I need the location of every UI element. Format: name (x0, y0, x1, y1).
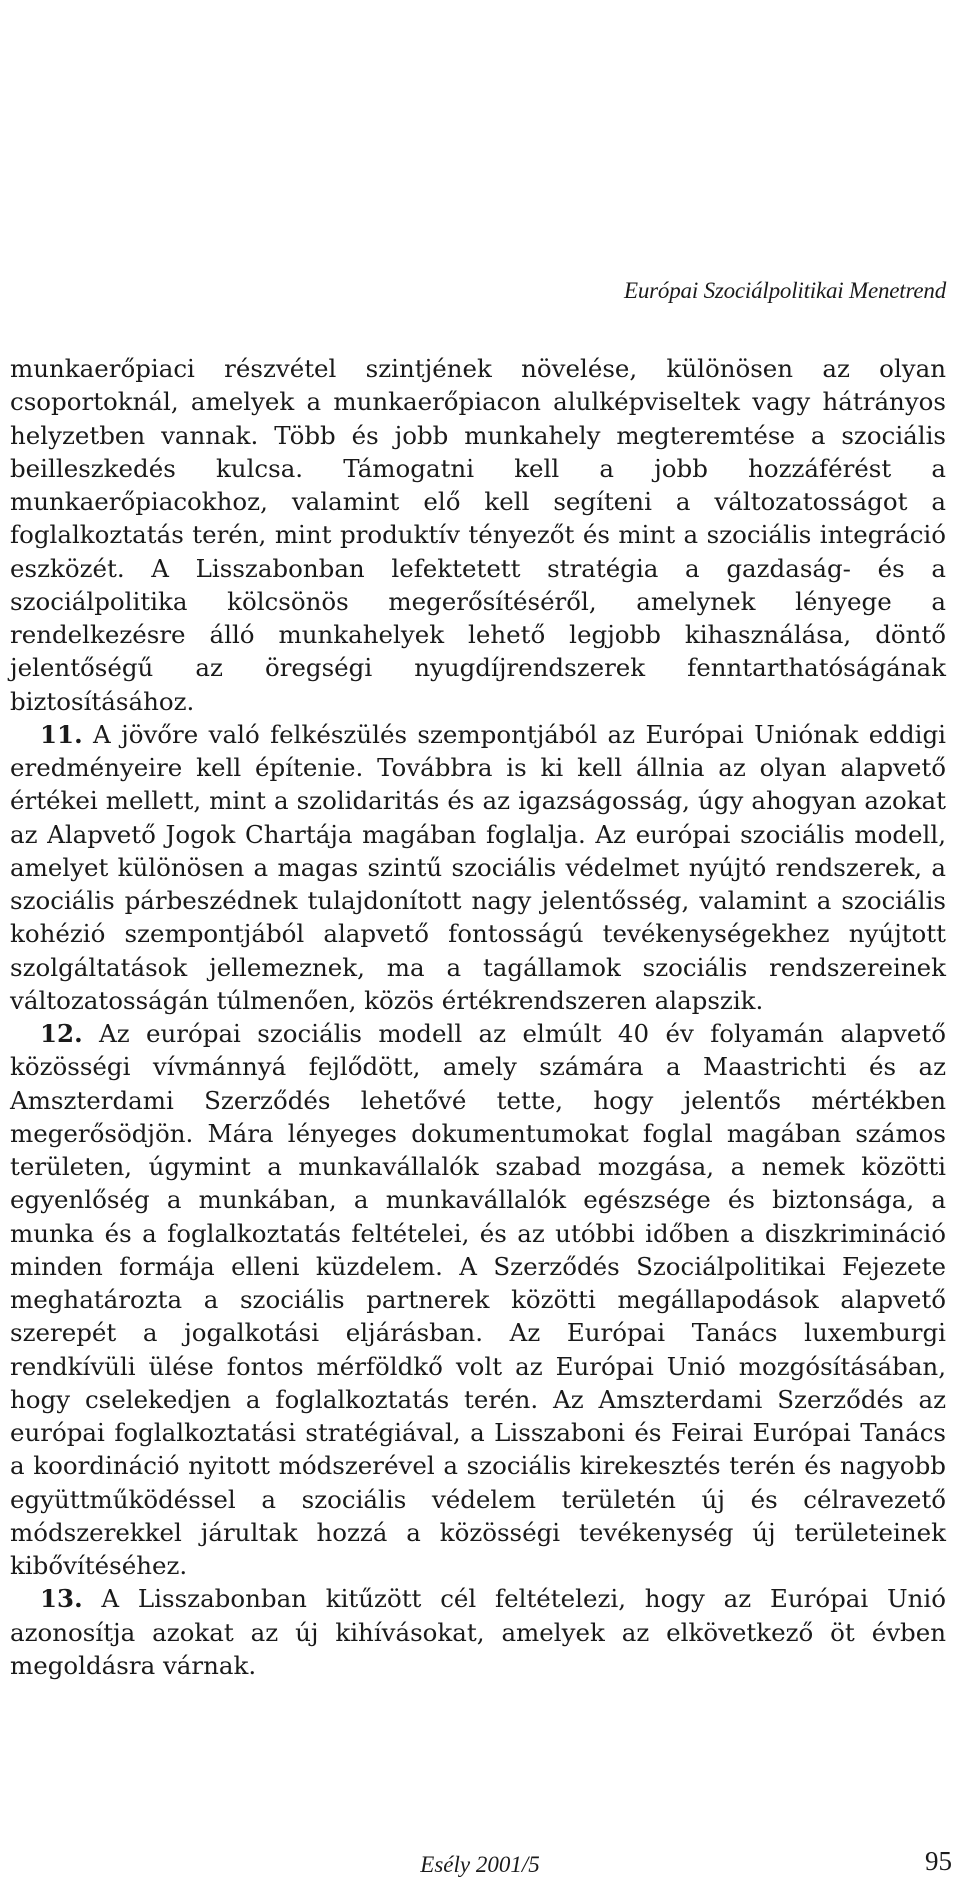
paragraph-text: Az európai szociális modell az elmúlt 40 év folyamán alapvető közösségi vívmánnyá fejlődött, amely számára a Maastrichti és az Amszterdami Szerződés lehetővé tette, hogy jelentős mértékben megerősödjön. Mára lényeges dokumentumokat foglal magában számos területen, úgymint a munkavállalók szabad mozgása, a nemek közötti egyenlőség a munkában, a munkavállalók egészsége és biztonsága, a munka és a foglalkoztatás feltételei, és az utóbbi időben a diszkrimináció minden formája elleni küzdelem. A Szerződés Szociálpolitikai Fejezete meghatározta a szociális partnerek közötti megállapodások alapvető szerepét a jogalkotási eljárásban. Az Európai Tanács luxemburgi rendkívüli ülése fontos mérföldkő volt az Európai Unió mozgósításában, hogy cselekedjen a foglalkoztatás terén. Az Amszterdami Szerződés az európai foglalkoztatási stratégiával, a Lisszaboni és Feirai Európai Tanács a koordináció nyitott módszerével a szociális kirekesztés terén és nagyobb együttműködéssel a szociális védelem területén új és célravezető módszerekkel járultak hozzá a közösségi tevékenység új területeinek kibővítéséhez. (10, 1019, 946, 1580)
paragraph-text: A Lisszabonban kitűzött cél feltételezi, hogy az Európai Unió azonosítja azokat az új kihívásokat, amelyek az elkövetkező öt évben megoldásra várnak. (10, 1584, 946, 1680)
page-number: 95 (925, 1846, 952, 1876)
paragraph-number: 12. (40, 1019, 83, 1048)
paragraph-number: 11. (40, 719, 83, 749)
paragraph-13 (10, 1582, 946, 1682)
body-text (10, 352, 946, 1682)
footer-journal-title: Esély 2001/5 (420, 1852, 540, 1877)
paragraph-12 (10, 1017, 946, 1582)
paragraph-text: A jövőre való felkészülés szempontjából az Európai Uniónak eddigi eredményeire kell építenie. Továbbra is ki kell állnia az olyan alapvető értékei mellett, mint a szolidaritás és az igazságosság, úgy ahogyan azokat az Alapvető Jogok Chartája magában foglalja. Az európai szociális modell, amelyet különösen a magas szintű szociális védelmet nyújtó rendszerek, a szociális párbeszédnek tulajdonított nagy jelentősség, valamint a szociális kohézió szempontjából alapvető fontosságú tevékenységekhez nyújtott szolgáltatások jellemeznek, ma a tagállamok szociális rendszereinek változatosságán túlmenően, közös értékrendszeren alapszik. (10, 719, 946, 1015)
continuation-paragraph: munkaerőpiaci részvétel szintjének növelése, különösen az olyan csoportoknál, amelyek a munkaerőpiacon alulképviseltek vagy hátrányos helyzetben vannak. Több és jobb munkahely megteremtése a szociális beilleszkedés kulcsa. Támogatni kell a jobb hozzáférést a munkaerőpiacokhoz, valamint elő kell segíteni a változatosságot a foglalkoztatás terén, mint produktív tényezőt és mint a szociális integráció eszközét. A Lisszabonban lefektetett stratégia a gazdaság- és a szociálpolitika kölcsönös megerősítéséről, amelynek lényege a rendelkezésre álló munkahelyek lehető legjobb kihasználása, döntő jelentőségű az öregségi nyugdíjrendszerek fenntarthatóságának biztosításához. (10, 354, 946, 716)
paragraph-11 (10, 718, 946, 1017)
paragraph-number: 13. (40, 1584, 83, 1614)
running-header: Európai Szociálpolitikai Menetrend (624, 278, 946, 303)
